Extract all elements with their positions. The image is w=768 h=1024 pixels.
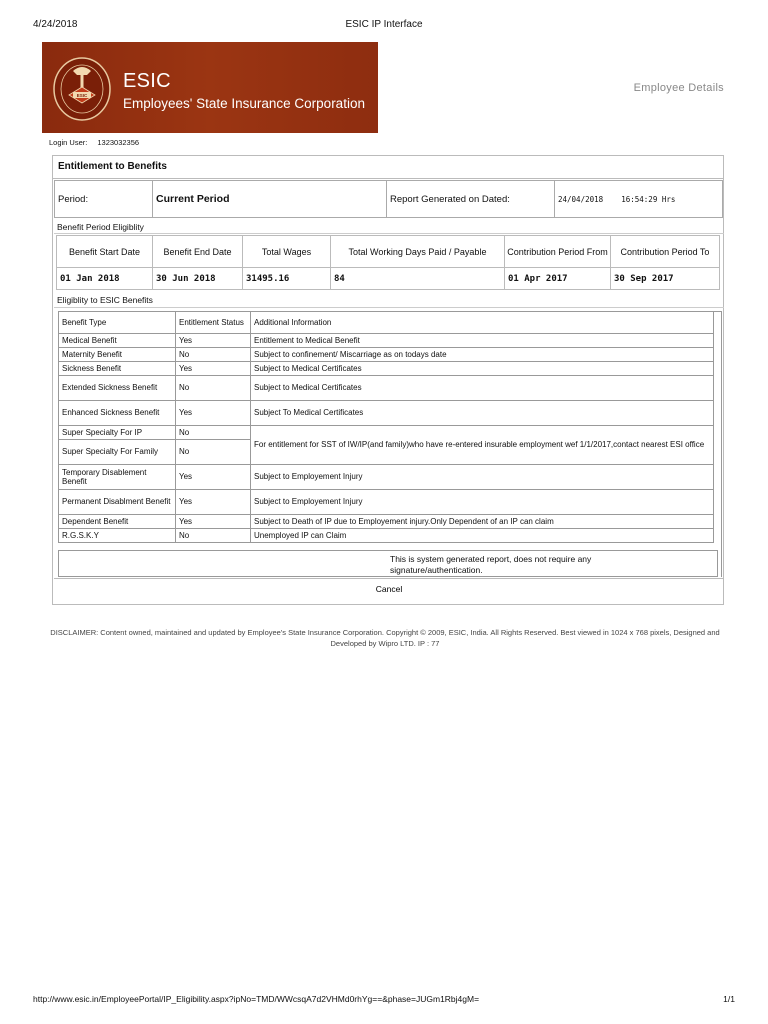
disclaimer: DISCLAIMER: Content owned, maintained and updated by Employee's State Insurance Corporation. Copyright © 2009, ESIC, India. All Rights Reserved. Best viewed in 1024 x 768 pixels, Designed and Developed by Wipro LTD. IP : 77: [50, 628, 720, 649]
header-cell: Benefit End Date: [153, 236, 243, 268]
period-value: Current Period: [153, 181, 387, 218]
table-row: [59, 376, 714, 401]
entitlement-status: No: [176, 376, 251, 401]
entitlement-status: Yes: [176, 515, 251, 529]
additional-info: For entitlement for SST of IW/IP(and family)who have re-entered insurable employment wef 1/1/2017,contact nearest ESI office: [251, 426, 714, 465]
login-value: 1323032356: [97, 138, 140, 147]
table-row: [59, 334, 714, 348]
contribution-from: 01 Apr 2017: [505, 268, 611, 290]
header-cell: Total Wages: [243, 236, 331, 268]
benefit-type: Maternity Benefit: [59, 348, 176, 362]
cancel-button[interactable]: Cancel: [54, 584, 724, 594]
entitlement-status: Yes: [176, 401, 251, 426]
total-wages: 31495.16: [243, 268, 331, 290]
panel-title: Entitlement to Benefits: [58, 161, 167, 172]
benefit-type: Temporary Disablement Benefit: [59, 465, 176, 490]
org-short-name: ESIC: [123, 70, 171, 92]
table-row: [59, 529, 714, 543]
entitlement-status: Yes: [176, 362, 251, 376]
header-cell: Contribution Period To: [611, 236, 720, 268]
print-title: ESIC IP Interface: [345, 19, 423, 30]
entitlement-status: No: [176, 426, 251, 440]
system-note: [58, 550, 718, 577]
login-user: [49, 138, 139, 147]
period-label: Period:: [55, 181, 153, 218]
benefit-type: Enhanced Sickness Benefit: [59, 401, 176, 426]
benefit-type: Dependent Benefit: [59, 515, 176, 529]
header-cell: Total Working Days Paid / Payable: [331, 236, 505, 268]
benefit-period-table: [56, 235, 720, 290]
benefit-type: Super Specialty For Family: [59, 440, 176, 465]
entitlement-status: Yes: [176, 490, 251, 515]
header-cell: Contribution Period From: [505, 236, 611, 268]
entitlement-status: No: [176, 440, 251, 465]
header-cell: Benefit Start Date: [57, 236, 153, 268]
esic-banner: [42, 42, 378, 133]
benefit-type: Medical Benefit: [59, 334, 176, 348]
report-datetime: [555, 181, 723, 218]
benefit-type: R.G.S.K.Y: [59, 529, 176, 543]
table-row: [59, 490, 714, 515]
table-row: [59, 426, 714, 440]
additional-info: Subject to Employement Injury: [251, 490, 714, 515]
entitlement-status: No: [176, 348, 251, 362]
svg-text:ESIC: ESIC: [76, 93, 88, 98]
esic-logo-icon: [51, 51, 113, 123]
benefit-type: Permanent Disablment Benefit: [59, 490, 176, 515]
additional-info: Entitlement to Medical Benefit: [251, 334, 714, 348]
table-row: [59, 348, 714, 362]
eligibility-title: Eligiblity to ESIC Benefits: [57, 295, 153, 305]
header-cell: Benefit Type: [59, 312, 176, 334]
additional-info: Subject to confinement/ Miscarriage as on todays date: [251, 348, 714, 362]
additional-info: Subject To Medical Certificates: [251, 401, 714, 426]
additional-info: Subject to Medical Certificates: [251, 376, 714, 401]
eligibility-table: [58, 311, 714, 543]
additional-info: Subject to Medical Certificates: [251, 362, 714, 376]
contribution-to: 30 Sep 2017: [611, 268, 720, 290]
period-table: [54, 180, 723, 218]
header-cell: Additional Information: [251, 312, 714, 334]
header-cell: Entitlement Status: [176, 312, 251, 334]
report-time: 16:54:29 Hrs: [621, 194, 676, 204]
print-page: 1/1: [723, 994, 735, 1004]
benefit-type: Sickness Benefit: [59, 362, 176, 376]
entitlement-status: No: [176, 529, 251, 543]
benefit-period-title: Benefit Period Eligiblity: [57, 222, 144, 232]
entitlement-status: Yes: [176, 465, 251, 490]
system-note-text: This is system generated report, does not require any signature/authentication.: [390, 554, 592, 576]
additional-info: Subject to Death of IP due to Employement injury.Only Dependent of an IP can claim: [251, 515, 714, 529]
table-row: [59, 401, 714, 426]
additional-info: Unemployed IP can Claim: [251, 529, 714, 543]
start-date: 01 Jan 2018: [57, 268, 153, 290]
working-days: 84: [331, 268, 505, 290]
additional-info: Subject to Employement Injury: [251, 465, 714, 490]
benefit-type: Super Specialty For IP: [59, 426, 176, 440]
end-date: 30 Jun 2018: [153, 268, 243, 290]
report-label: Report Generated on Dated:: [387, 181, 555, 218]
org-full-name: Employees' State Insurance Corporation: [123, 96, 365, 111]
report-date: 24/04/2018: [558, 194, 604, 204]
benefit-type: Extended Sickness Benefit: [59, 376, 176, 401]
table-row: [59, 362, 714, 376]
table-row: [59, 465, 714, 490]
login-label: Login User:: [49, 138, 88, 147]
entitlement-status: Yes: [176, 334, 251, 348]
table-row: [59, 515, 714, 529]
print-url: http://www.esic.in/EmployeePortal/IP_Eligibility.aspx?ipNo=TMD/WWcsqA7d2VHMd0rhYg==&phase=JUGm1Rbj4gM=: [33, 994, 480, 1004]
section-title: Employee Details: [633, 82, 724, 94]
print-date: 4/24/2018: [33, 19, 78, 30]
